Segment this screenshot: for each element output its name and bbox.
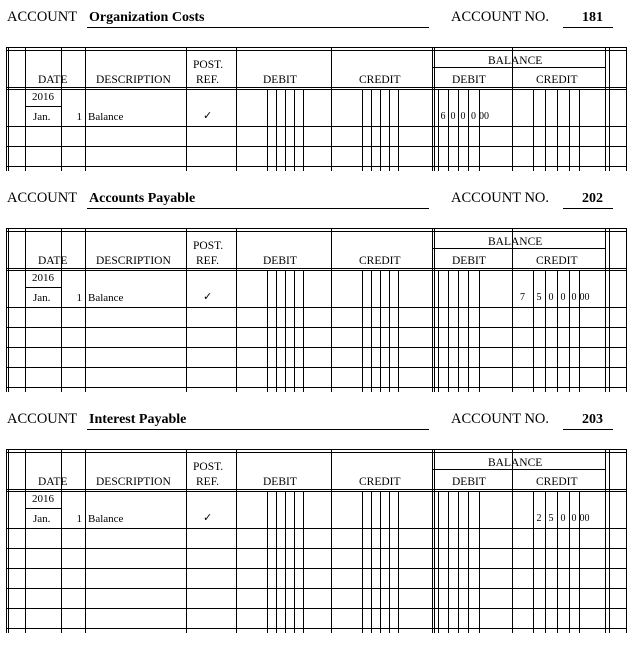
entry-month: Jan. — [33, 111, 51, 123]
account-header-organization-costs — [0, 9, 632, 29]
account-number-label: ACCOUNT NO. — [451, 411, 550, 427]
checkmark-icon: ✓ — [203, 110, 213, 122]
balance-credit-digit: 0 — [560, 513, 566, 524]
col-credit: CREDIT — [359, 476, 401, 488]
account-number[interactable]: 203 — [563, 411, 613, 430]
entry-month: Jan. — [33, 292, 51, 304]
col-post-ref: POST. — [193, 59, 224, 71]
account-number-label: ACCOUNT NO. — [451, 190, 550, 206]
col-balance: BALANCE — [488, 55, 543, 67]
col-post-ref: POST. — [193, 240, 224, 252]
account-label: ACCOUNT — [7, 9, 78, 25]
balance-debit-digit: 0 — [471, 111, 476, 122]
balance-credit-digit: 0 — [560, 292, 566, 303]
ledger-table-interest-payable — [0, 449, 632, 633]
entry-day: 1 — [76, 292, 82, 304]
balance-credit-digit: 5 — [548, 513, 554, 524]
account-number-label: ACCOUNT NO. — [451, 9, 550, 25]
col-description: DESCRIPTION — [96, 255, 171, 267]
col-post-ref: REF. — [196, 255, 220, 267]
entry-description: Balance — [88, 111, 124, 123]
entry-month: Jan. — [33, 513, 51, 525]
entry-year: 2016 — [32, 272, 54, 284]
col-balance: BALANCE — [488, 236, 543, 248]
balance-debit-digit: 0 — [450, 111, 456, 122]
balance-debit-cents: 00 — [479, 111, 489, 122]
balance-credit-digit: 0 — [571, 513, 577, 524]
col-date: DATE — [38, 74, 68, 86]
ledger-table-organization-costs — [0, 47, 632, 171]
entry-description: Balance — [88, 292, 124, 304]
col-date: DATE — [38, 476, 68, 488]
entry-year: 2016 — [32, 493, 54, 505]
checkmark-icon: ✓ — [203, 291, 213, 303]
balance-credit-digit: 0 — [548, 292, 554, 303]
account-name[interactable]: Accounts Payable — [87, 190, 429, 209]
col-description: DESCRIPTION — [96, 476, 171, 488]
checkmark-icon: ✓ — [203, 512, 213, 524]
account-name[interactable]: Organization Costs — [87, 9, 429, 28]
account-number[interactable]: 181 — [563, 9, 613, 28]
col-balance-debit: DEBIT — [452, 476, 486, 488]
entry-day: 1 — [76, 513, 82, 525]
balance-credit-digit: 0 — [571, 292, 577, 303]
col-date: DATE — [38, 255, 68, 267]
col-balance-credit: CREDIT — [536, 74, 578, 86]
account-header-accounts-payable — [0, 190, 632, 210]
ledger-table-accounts-payable — [0, 228, 632, 392]
col-description: DESCRIPTION — [96, 74, 171, 86]
col-balance-credit: CREDIT — [536, 255, 578, 267]
col-debit: DEBIT — [263, 74, 297, 86]
col-balance-debit: DEBIT — [452, 74, 486, 86]
entry-day: 1 — [76, 111, 82, 123]
account-header-interest-payable — [0, 411, 632, 431]
col-credit: CREDIT — [359, 74, 401, 86]
account-label: ACCOUNT — [7, 411, 78, 427]
col-balance-debit: DEBIT — [452, 255, 486, 267]
balance-debit-digit: 0 — [460, 111, 466, 122]
col-post-ref: POST. — [193, 461, 224, 473]
balance-credit-digit: 5 — [536, 292, 542, 303]
account-name[interactable]: Interest Payable — [87, 411, 429, 430]
balance-debit-digit: 6 — [440, 111, 446, 122]
account-number[interactable]: 202 — [563, 190, 613, 209]
balance-credit-digit: 2 — [536, 513, 542, 524]
ledger-grid — [0, 228, 632, 392]
col-post-ref: REF. — [196, 74, 220, 86]
col-debit: DEBIT — [263, 255, 297, 267]
account-label: ACCOUNT — [7, 190, 78, 206]
entry-year: 2016 — [32, 91, 54, 103]
col-post-ref: REF. — [196, 476, 220, 488]
balance-credit-cents: 00 — [579, 292, 590, 303]
col-balance-credit: CREDIT — [536, 476, 578, 488]
col-debit: DEBIT — [263, 476, 297, 488]
balance-credit-cents: 00 — [579, 513, 590, 524]
col-credit: CREDIT — [359, 255, 401, 267]
entry-description: Balance — [88, 513, 124, 525]
balance-credit-digit: 7 — [520, 292, 525, 303]
col-balance: BALANCE — [488, 457, 543, 469]
